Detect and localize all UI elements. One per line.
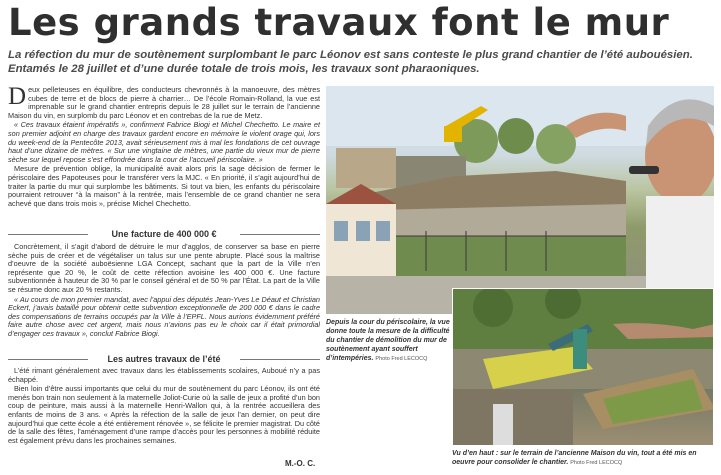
aerial-site-illustration [453,289,714,446]
top-photo-caption: Depuis la cour du périscolaire, la vue donne toute la mesure de la difficulté du chantier de démolition du mur de soutènement ayant souffert d’intempéries. Photo Fred LECOCQ [326,319,450,362]
intro-column [8,83,320,209]
section-heading-cost: Une facture de 400 000 € [8,228,320,240]
photo-aerial-site [452,288,714,446]
cost-column [8,243,320,340]
drop-cap: D [8,83,27,110]
headline: Les grands travaux font le mur [8,1,670,44]
lede: La réfection du mur de soutènement surplombant le parc Léonov est sans conteste le plus grand chantier de l’été aubouésien. Entamés le 28 juillet et d’une durée totale de trois mois, les travaux sont pharaoniques. [8,49,693,75]
photo-construction-site [326,86,714,314]
intro-paragraph-3: Mesure de prévention oblige, la municipalité avait alors pris la sage décision de fermer le périscolaire des Papoteuses pour le transférer vers la MJC. « En priorité, il s’agit aujourd’hui de traiter la partie du mur qui surplombe les bâtiments. Si tout va bien, les enfants du périscolaire pourraient retrouver “à la maison” à la rentrée, mais l’ensemble de ce grand chantier ne sera achevé que dans trois mois », précise Michel Chechetto. [8,164,320,208]
other-works-paragraph-2: Bien loin d’être aussi importants que celui du mur de soutènement du parc Léonov, ils ont été menés bon train non seulement à la maternelle Joliot-Curie où la salle de jeux a profité d’un bon coup de peinture, mais aussi à la maternelle Henri-Wallon qui, à la rentrée accueillera des enfants de moins de 3 ans. « Après la réfection de la salle de jeux l’an dernier, on peut dire aujourd’hui que cette école a été entièrement rénovée », se félicite le premier magistrat. Du côté de la salle des fêtes, l’aménagement d’une rampe d’accès pour les personnes à mobilité réduite est également prévu dans les prochaines semaines. [8,384,320,445]
other-works-paragraph-1: L’été rimant généralement avec travaux dans les établissements scolaires, Auboué n’y a pas échappé. [8,366,320,384]
cost-paragraph-1: Concrètement, il s’agit d’abord de détruire le mur d’agglos, de conserver sa base en pierre sèche puis de créer et de végétaliser un talus sur une pente abrupte. Placé sous la maîtrise d’oeuvre de la société auboësienne LGA Concept, sachant que la part de la Ville n’en représente que 20 %, le coût de cette réfection avoisine les 400 000 €. Une facture subventionnée à hauteur de 30 % par le conseil général et de 50 % par l’État. La part de la Ville se résume donc aux 20 % restants. [8,242,320,294]
bottom-photo-caption: Vu d’en haut : sur le terrain de l’ancienne Maison du vin, tout a été mis en oeuvre pour consolider le chantier. Photo Fred LECOCQ [452,450,697,466]
cost-paragraph-2: « Au cours de mon premier mandat, avec l’appui des députés Jean-Yves Le Déaut et Christian Eckert, j’avais bataillé pour obtenir cette subvention exceptionnelle de 200 000 € dans le cadre des compensations de terrains occupés par la Ville à l’EPFL. Nous aurions évidemment préféré faire autre chose avec cet argent, mais nous n’avions pas eu le choix car il était primordial d’engager ces travaux », conclut Fabrice Biogi. [8,294,320,338]
photo-construction-illustration [326,86,714,314]
author-signature: M.-O. C. [285,459,316,468]
intro-paragraph-2: « Ces travaux étaient impératifs », confirment Fabrice Biogi et Michel Chechetto. Le maire et son premier adjoint en charge des travaux gardent encore en mémoire le violent orage qui, lors du week-end de la Pentecôte 2013, avait sérieusement mis à mal les fondations de cet ouvrage haut d’une dizaine de mètres. « Sur une vingtaine de mètres, une partie du vieux mur de pierre sèche sur lequel repose s’est effondrée dans la cour de l’accueil périscolaire. » [8,120,320,164]
top-photo-credit: Photo Fred LECOCQ [375,356,428,362]
other-works-column [8,367,320,446]
bottom-photo-credit: Photo Fred LECOCQ [570,460,623,466]
intro-paragraph-1: Deux pelleteuses en équilibre, des conducteurs chevronnés à la manoeuvre, des mètres cubes de terre et de blocs de pierre à charrier… De l’école Romain-Rolland, la vue est imprenable sur le grand chantier entrepris depuis le 28 juillet sur le terrain de l’ancienne Maison du vin, en surplomb du parc Léonov et en contrebas de la rue de Metz. [8,83,320,120]
section-heading-other-works: Les autres travaux de l’été [8,353,320,365]
